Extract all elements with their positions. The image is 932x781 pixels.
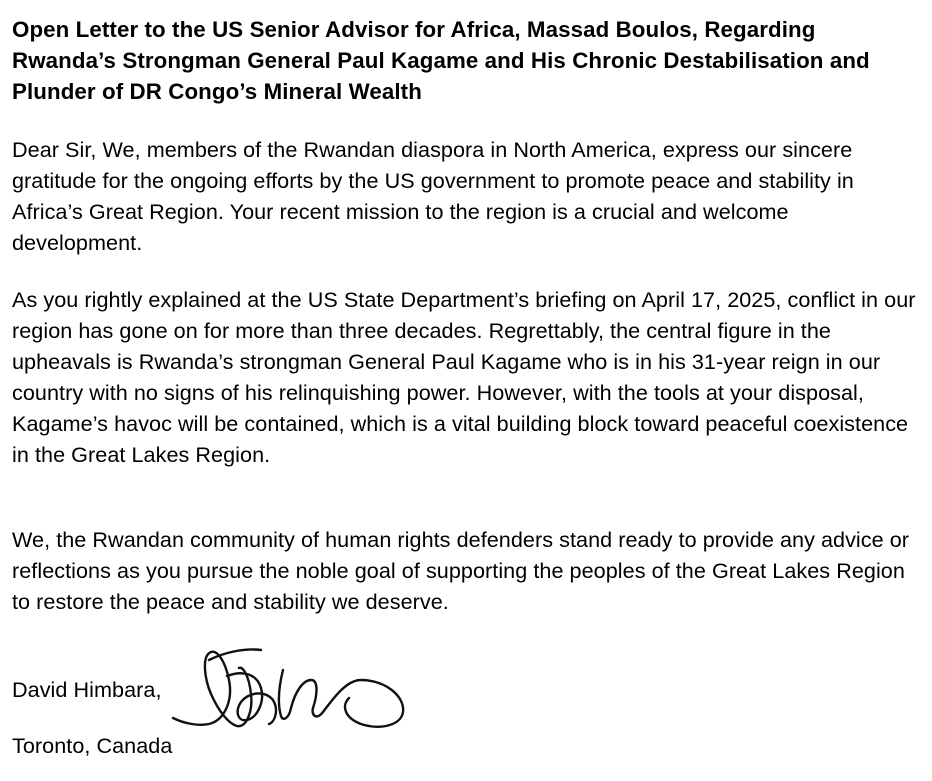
handwritten-signature-icon [165,640,425,740]
signatory-name: David Himbara, [12,677,162,702]
paragraph-closing: We, the Rwandan community of human rights defenders stand ready to provide any advice or reflections as you pursue the noble goal of supporting the peoples of the Great Lakes Region to restore the peace and stability we deserve. [12,527,910,614]
paragraph-greeting: Dear Sir, We, members of the Rwandan diaspora in North America, express our sincere gratitude for the ongoing efforts by the US government to promote peace and stability in Africa’s Great Region. Your recent mission to the region is a crucial and welcome development. [12,137,854,255]
open-letter [12,14,924,758]
signatory-location: Toronto, Canada [12,733,173,758]
paragraph-context: As you rightly explained at the US State Department’s briefing on April 17, 2025, conflict in our region has gone on for more than three decades. Regrettably, the central figure in the upheavals is Rwanda’s strongman General Paul Kagame who is in his 31-year reign in our country with no signs of his relinquishing power. However, with the tools at your disposal, Kagame’s havoc will be contained, which is a vital building block toward peaceful coexistence in the Great Lakes Region. [12,287,916,467]
letter-title: Open Letter to the US Senior Advisor for Africa, Massad Boulos, Regarding Rwanda’s Strongman General Paul Kagame and His Chronic Destabilisation and Plunder of DR Congo’s Mineral Wealth [12,17,870,104]
